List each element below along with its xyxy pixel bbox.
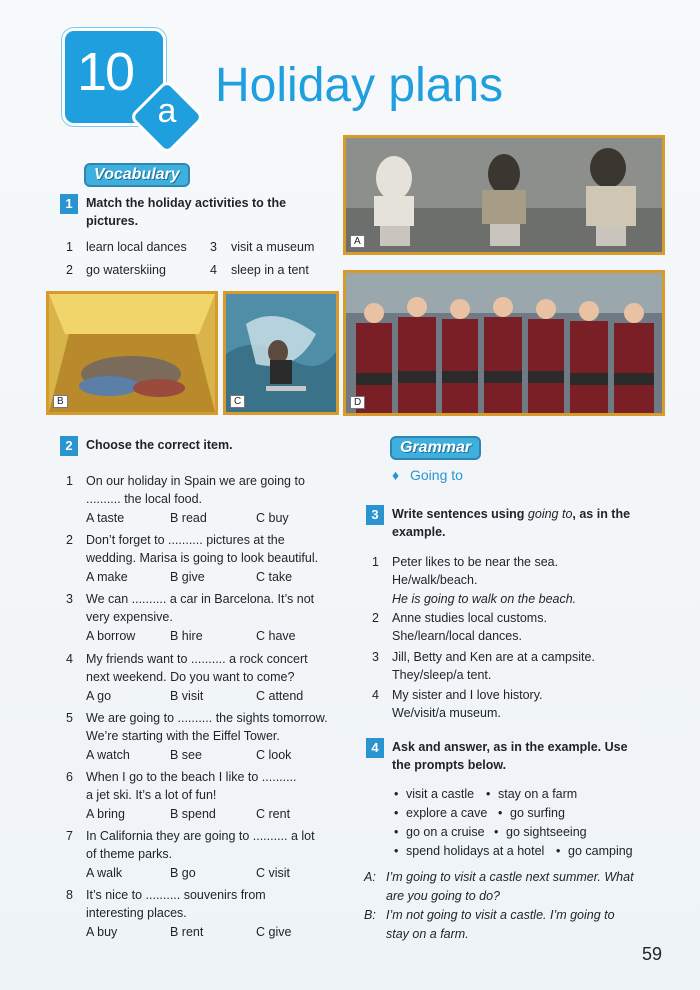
task3-example: He is going to walk on the beach. — [392, 592, 577, 606]
question-line: very expensive. — [86, 610, 173, 624]
question-line: We are going to .......... the sights tomorrow. — [86, 711, 328, 725]
answer-option: C take — [256, 570, 293, 584]
answer-option: C buy — [256, 511, 289, 525]
task3-item-line1: Jill, Betty and Ken are at a campsite. — [392, 650, 595, 664]
page-number: 59 — [641, 944, 662, 964]
task3-item-line1: Peter likes to be near the sea. — [392, 555, 559, 569]
task3-item-line2: We/visit/a museum. — [392, 706, 501, 720]
answer-option: B go — [170, 866, 196, 880]
grammar-badge: Grammar — [390, 436, 481, 460]
answer-option: B see — [170, 748, 202, 762]
photo-label-a: A — [350, 235, 365, 248]
grammar-topic: Going to — [410, 467, 463, 483]
question-line: It’s nice to .......... souvenirs from — [86, 888, 266, 902]
dialogue-line: I’m not going to visit a castle. I’m going to — [386, 908, 615, 922]
prompt-bullet: • — [394, 787, 399, 801]
task-number-2: 2 — [60, 436, 78, 456]
question-line: Don’t forget to .......... pictures at the — [86, 533, 285, 547]
vocab-item-number: 3 — [210, 240, 217, 254]
prompt-item: stay on a farm — [498, 787, 578, 801]
task3-item-number: 3 — [372, 650, 379, 664]
page-title: Holiday plans — [215, 59, 504, 112]
dialogue-speaker: A: — [364, 870, 376, 884]
vocabulary-badge: Vocabulary — [84, 163, 190, 187]
photo-a-museum — [343, 135, 665, 255]
vocab-item-text: learn local dances — [86, 240, 187, 254]
question-number: 8 — [66, 888, 73, 902]
photo-c-waterskiing — [223, 291, 339, 415]
task4-instruction-line2: the prompts below. — [392, 758, 507, 772]
answer-option: C attend — [256, 689, 304, 703]
answer-option: C rent — [256, 807, 291, 821]
dialogue-line: I’m going to visit a castle next summer. What — [386, 870, 634, 884]
answer-option: B give — [170, 570, 205, 584]
answer-option: B read — [170, 511, 207, 525]
task3-instruction-b: , as in the — [572, 507, 631, 521]
answer-option: C look — [256, 748, 292, 762]
task3-instruction-line2: example. — [392, 525, 446, 539]
question-line: next weekend. Do you want to come? — [86, 670, 295, 684]
task3-item-number: 4 — [372, 688, 379, 702]
task3-instruction-italic: going to — [527, 507, 573, 521]
answer-option: B rent — [170, 925, 204, 939]
task3-instruction-line1 — [392, 505, 630, 523]
answer-option: C have — [256, 629, 296, 643]
answer-option: B visit — [170, 689, 204, 703]
prompt-bullet: • — [494, 825, 499, 839]
answer-option: A bring — [86, 807, 125, 821]
task3-item-line1: My sister and I love history. — [392, 688, 543, 702]
question-line: We can .......... a car in Barcelona. It’s not — [86, 592, 315, 606]
task3-item-line2: He/walk/beach. — [392, 573, 478, 587]
task3-item-line2: She/learn/local dances. — [392, 629, 522, 643]
photo-b-tent — [46, 291, 218, 415]
task2-instruction: Choose the correct item. — [86, 438, 233, 452]
answer-option: A buy — [86, 925, 118, 939]
task3-item-number: 1 — [372, 555, 379, 569]
unit-letter: a — [157, 92, 177, 130]
question-number: 7 — [66, 829, 73, 843]
task-number-1: 1 — [60, 194, 78, 214]
unit-number: 10 — [77, 42, 134, 102]
question-line: .......... the local food. — [86, 492, 203, 506]
question-line: of theme parks. — [86, 847, 173, 861]
vocab-item-text: go waterskiing — [86, 263, 166, 277]
question-number: 5 — [66, 711, 73, 725]
prompt-item: explore a cave — [406, 806, 488, 820]
prompt-bullet: • — [486, 787, 491, 801]
question-line: When I go to the beach I like to .......... — [86, 770, 297, 784]
vocab-item-number: 2 — [66, 263, 73, 277]
question-line: a jet ski. It’s a lot of fun! — [86, 788, 217, 802]
photo-label-d: D — [350, 396, 365, 409]
answer-option: A taste — [86, 511, 125, 525]
task-number-4: 4 — [366, 738, 384, 758]
prompt-bullet: • — [498, 806, 503, 820]
prompt-item: spend holidays at a hotel — [406, 844, 545, 858]
task3-item-number: 2 — [372, 611, 379, 625]
task3-instruction-a: Write sentences using — [392, 507, 528, 521]
prompt-item: go surfing — [510, 806, 565, 820]
dialogue-line: are you going to do? — [386, 889, 500, 903]
prompt-bullet: • — [394, 844, 399, 858]
vocab-item-number: 1 — [66, 240, 73, 254]
vocab-item-text: sleep in a tent — [231, 263, 309, 277]
prompt-bullet: • — [556, 844, 561, 858]
prompt-bullet: • — [394, 825, 399, 839]
task4-instruction-line1: Ask and answer, as in the example. Use — [392, 740, 628, 754]
prompt-item: go sightseeing — [506, 825, 587, 839]
question-line: interesting places. — [86, 906, 187, 920]
task1-instruction-line1: Match the holiday activities to the — [86, 196, 287, 210]
answer-option: A watch — [86, 748, 130, 762]
question-number: 4 — [66, 652, 73, 666]
photo-label-c: C — [230, 395, 245, 408]
question-line: On our holiday in Spain we are going to — [86, 474, 305, 488]
question-number: 3 — [66, 592, 73, 606]
question-number: 2 — [66, 533, 73, 547]
answer-option: C give — [256, 925, 292, 939]
answer-option: B spend — [170, 807, 216, 821]
vocab-item-text: visit a museum — [231, 240, 315, 254]
answer-option: A make — [86, 570, 128, 584]
question-number: 1 — [66, 474, 73, 488]
prompt-bullet: • — [394, 806, 399, 820]
vocab-item-number: 4 — [210, 263, 217, 277]
task-number-3: 3 — [366, 505, 384, 525]
grammar-topic-bullet: ♦ — [392, 467, 400, 483]
question-line: We’re starting with the Eiffel Tower. — [86, 729, 280, 743]
task3-item-line2: They/sleep/a tent. — [392, 668, 492, 682]
prompt-item: go camping — [568, 844, 633, 858]
answer-option: A go — [86, 689, 112, 703]
task3-item-line1: Anne studies local customs. — [392, 611, 547, 625]
question-number: 6 — [66, 770, 73, 784]
answer-option: C visit — [256, 866, 291, 880]
answer-option: B hire — [170, 629, 203, 643]
prompt-item: go on a cruise — [406, 825, 485, 839]
answer-option: A walk — [86, 866, 123, 880]
question-line: My friends want to .......... a rock concert — [86, 652, 308, 666]
photo-label-b: B — [53, 395, 68, 408]
photo-d-local-dances — [343, 270, 665, 416]
prompt-item: visit a castle — [406, 787, 475, 801]
dialogue-line: stay on a farm. — [386, 927, 469, 941]
question-line: In California they are going to .......... a lot — [86, 829, 315, 843]
task1-instruction-line2: pictures. — [86, 214, 139, 228]
answer-option: A borrow — [86, 629, 136, 643]
dialogue-speaker: B: — [364, 908, 376, 922]
question-line: wedding. Marisa is going to look beautiful. — [86, 551, 319, 565]
